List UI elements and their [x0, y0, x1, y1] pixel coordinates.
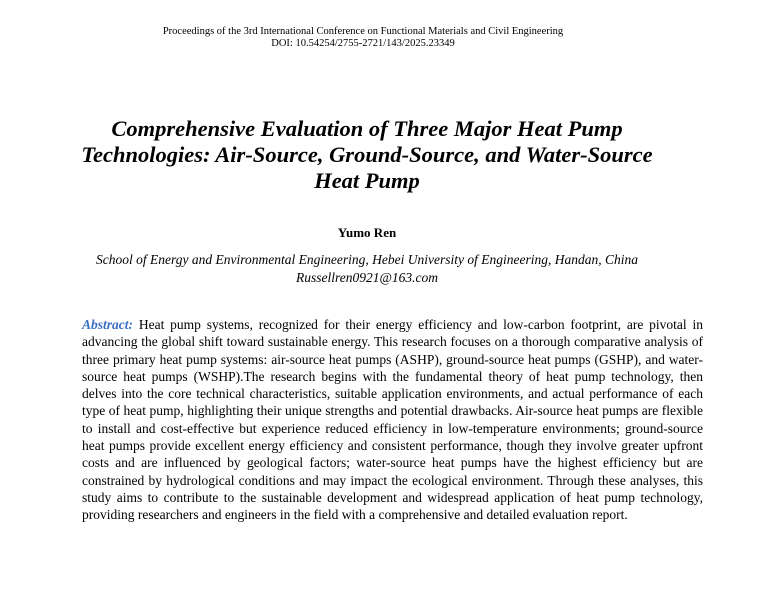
doi-line: DOI: 10.54254/2755-2721/143/2025.23349	[271, 38, 455, 49]
abstract-text: Heat pump systems, recognized for their energy efficiency and low-carbon footprint, are pivotal in advancing the global shift toward sustainable energy. This research focuses on a thorough comparative analysis of three primary heat pump systems: air-source heat pumps (ASHP), ground-source heat pumps (GSHP), and water-source heat pumps (WSHP).The research begins with the fundamental theory of heat pump technology, then delves into the core technical characteristics, suitable application environments, and actual performance of each type of heat pump, highlighting their unique strengths and potential drawbacks. Air-source heat pumps are flexible to install and cost-effective but experience reduced efficiency in low-temperature environments; ground-source heat pumps provide excellent energy efficiency and consistent performance, though they involve greater upfront costs and are influenced by geological factors; water-source heat pumps have the highest efficiency but are constrained by hydrological conditions and may impact the ecological environment. Through these analyses, this study aims to contribute to the sustainable development and widespread application of heat pump technology, providing researchers and engineers in the field with a comprehensive and detailed evaluation report.	[82, 317, 704, 523]
author-name: Yumo Ren	[337, 225, 397, 240]
proceedings-line: Proceedings of the 3rd International Conference on Functional Materials and Civil Engineering	[162, 26, 564, 37]
title-line-3: Heat Pump	[314, 168, 420, 193]
paper-title	[22, 116, 712, 194]
title-line-2: Technologies: Air-Source, Ground-Source, and Water-Source	[81, 142, 653, 167]
title-line-1: Comprehensive Evaluation of Three Major Heat Pump	[111, 116, 623, 141]
abstract-label: Abstract:	[82, 317, 134, 332]
affiliation: School of Energy and Environmental Engineering, Hebei University of Engineering, Handan, China	[96, 252, 638, 267]
author-affiliation-block	[0, 251, 734, 287]
running-header	[0, 26, 726, 50]
abstract	[82, 316, 703, 524]
author-email: Russellren0921@163.com	[295, 270, 439, 285]
